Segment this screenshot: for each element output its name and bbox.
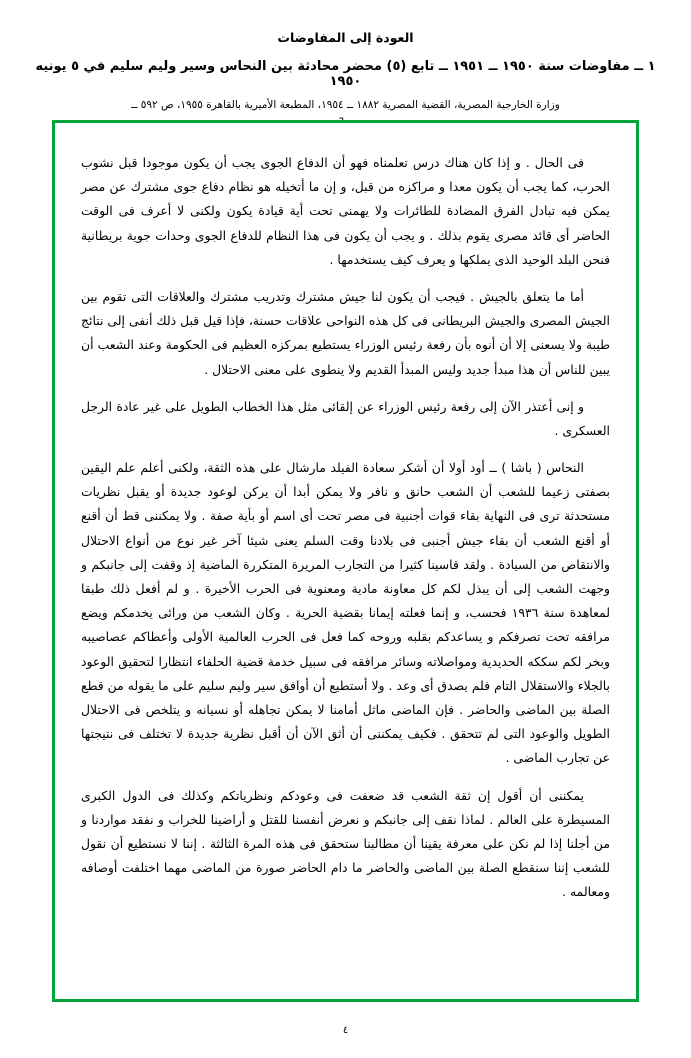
paragraph: فى الحال . و إذا كان هناك درس تعلمناه فهو أن الدفاع الجوى يجب أن يكون موجودا قبل نشوب الحرب، كما يجب أن يكون معدا و مراكزه من قبل، و إن ما أتخيله هو نظام دفاع جوى مشترك عن مصر يمكن فيه تبادل الفرق المضادة للطائرات ولا يهمنى تحت أية قيادة يكون ولكنى لا أعرف فى الوقت الحاضر أى قائد مصرى يقوم بذلك . و يجب أن يكون فى هذا النظام للدفاع الجوى وحدات جوية بريطانية فنحن البلد الوحيد الذى يملكها و يعرف كيف يستخدمها . <box>81 155 610 267</box>
paragraph: النحاس ( باشا ) ــ أود أولا أن أشكر سعادة الفيلد مارشال على هذه الثقة، ولكنى أعلم علم اليقين بصفتى زعيما للشعب أن الشعب حانق و نافر ولا يمكن أبدا أن يركن لوعود جديدة أو يقبل نظريات مستحدثة ترى فى النهاية بقاء قوات أجنبية فى مصر تحت أى اسم أو بأية صفة . ولا يمكننى قط أن أقنع أو أقنع الشعب أن بقاء جيش أجنبى فى بلادنا وقت السلم يعنى شيئا آخر غير نوع من أنواع الاحتلال والانتقاص من السيادة . ولقد قاسينا كثيرا من التجارب المريرة المتكررة الماضية إذ وقفت إلى جانبكم و وجهت الشعب إلى أن يبذل لكم كل معاونة مادية ومعنوية فى الحرب الأخيرة . و لم أفعل ذلك طبقا لمعاهدة سنة ١٩٣٦ فحسب، و إنما فعلته إيمانا بقضية الحرية . وكان الشعب من ورائى يخدمكم ويضع مرافقه تحت تصرفكم و يساعدكم بقلبه وروحه كما فعل فى الحرب العالمية الأولى وأعطاكم عصاصيبه وبخر لكم سككه الحديدية ومواصلاته وسائر مرافقه فى سبيل خدمة قضية الحلفاء انتظارا لتحقيق الوعود بالجلاء والاستقلال التام فلم يصدق أى وعد . ولا أستطيع أن أوافق سير وليم سليم على ما يقوله من قطع الصلة بين الماضى والحاضر . فإن الماضى ماثل أمامنا لا يمكن تجاهله أو نسيانه و يتلخص فى الاحتلال الطويل والوعود التى لم تتحقق . فكيف يمكننى أن أثق الآن أن أقبل نظرية جديدة لا تختلف فى نتيجتها عن تجارب الماضى . <box>81 460 610 766</box>
header-source-citation: وزارة الخارجية المصرية، القضية المصرية ١٨٨٢ ــ ١٩٥٤، المطبعة الأميرية بالقاهرة ١٩٥٥، ص ٥٩٢ ــ <box>131 99 560 111</box>
page-number: ٤ <box>342 1025 349 1036</box>
paragraph: و إنى أعتذر الآن إلى رفعة رئيس الوزراء عن إلقائى مثل هذا الخطاب الطويل على غير عادة الرجل العسكرى . <box>81 398 610 438</box>
paragraph: أما ما يتعلق بالجيش . فيجب أن يكون لنا جيش مشترك وتدريب مشترك والعلاقات التى تقوم بين الجيش المصرى والجيش البريطانى فى كل هذه النواحى علاقات حسنة، فإذا قيل قبل ذلك أنفى إلى نتائج طيبة ولا يسعنى إلا أن أنوه بأن رفعة رئيس الوزراء يستطيع بمركزه العظيم فى الحكومة وعند الشعب أن يبين للناس أن هذا مبدأ جديد وليس المبدأ القديم ولا ينطوى على معنى الاحتلال . <box>81 288 610 377</box>
header-subtitle-primary: ١ ــ مفاوضات سنة ١٩٥٠ ــ ١٩٥١ ــ تابع (٥) محضر محادثة بين النحاس وسير وليم سليم في ٥ يونيه ١٩٥٠ <box>35 59 656 89</box>
document-header <box>0 0 691 127</box>
document-body <box>55 123 636 914</box>
paragraph: يمكننى أن أقول إن ثقة الشعب قد ضعفت فى وعودكم ونظرياتكم وكذلك فى الدول الكبرى المسيطرة على العالم . لماذا نقف إلى جانبكم و نعرض أنفسنا للقتل و أراضينا للخراب و نفقد مواردنا و من أجلنا إذا لم نكن على معرفة يقينا أن مطالبنا ستحقق فى هذه المرة الثالثة . إننا لا نستطيع أن نقول للشعب إننا سنقطع الصلة بين الماضى والحاضر ما دام الحاضر صورة من الماضى مهما اختلفت أوصافه ومعالمه . <box>81 787 610 900</box>
content-frame <box>52 120 639 1002</box>
page-title: العودة إلى المفاوضات <box>277 30 414 45</box>
